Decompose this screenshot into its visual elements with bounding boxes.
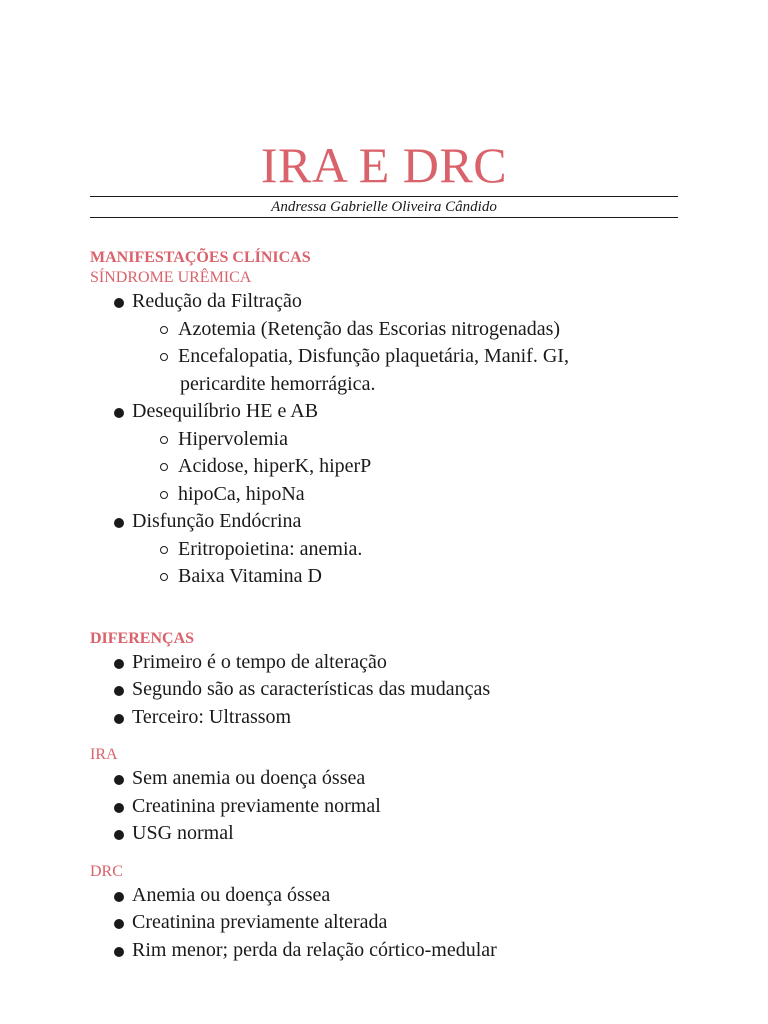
section-heading-manifestacoes: MANIFESTAÇÕES CLÍNICAS: [90, 249, 311, 266]
list-item: Creatinina previamente alterada: [114, 909, 690, 937]
list-item-label: Redução da Filtração: [132, 290, 302, 312]
spacer: [90, 591, 690, 629]
sublist-item: [160, 343, 690, 398]
sublist-item: Eritropoietina: anemia.: [160, 536, 690, 564]
list-item: USG normal: [114, 820, 690, 848]
list-item: Primeiro é o tempo de alteração: [114, 649, 690, 677]
sublist-item: hipoCa, hipoNa: [160, 481, 690, 509]
author-name: Andressa Gabrielle Oliveira Cândido: [271, 199, 497, 215]
section-subheading-sindrome: SÍNDROME URÊMICA: [90, 269, 252, 286]
list-item: Anemia ou doença óssea: [114, 882, 690, 910]
sublist-item-continuation: pericardite hemorrágica.: [180, 372, 376, 395]
list-item: Segundo são as características das mudanças: [114, 676, 690, 704]
sublist-item: Hipervolemia: [160, 426, 690, 454]
sublist-item: Acidose, hiperK, hiperP: [160, 453, 690, 481]
manifestacoes-list: [90, 288, 690, 591]
title-rule-top: [90, 196, 678, 197]
document-title: IRA E DRC: [260, 137, 508, 193]
section-heading-ira: IRA: [90, 746, 118, 763]
diferencas-list: [90, 649, 690, 732]
title-rule-bottom: [90, 217, 678, 218]
sublist-item: Azotemia (Retenção das Escorias nitrogenadas): [160, 316, 690, 344]
list-item: [114, 508, 690, 591]
list-item: Rim menor; perda da relação córtico-medular: [114, 937, 690, 965]
sublist: [132, 536, 690, 591]
list-item: Terceiro: Ultrassom: [114, 704, 690, 732]
sublist: [132, 316, 690, 399]
ira-list: [90, 765, 690, 848]
spacer: [90, 848, 690, 862]
document-body: [90, 248, 690, 964]
list-item: Creatinina previamente normal: [114, 793, 690, 821]
sublist-item: Baixa Vitamina D: [160, 563, 690, 591]
section-heading-diferencas: DIFERENÇAS: [90, 629, 195, 647]
sublist-item-text: Encefalopatia, Disfunção plaquetária, Manif. GI,: [178, 345, 569, 367]
list-item: [114, 288, 690, 398]
list-item: [114, 398, 690, 508]
drc-list: [90, 882, 690, 965]
list-item: Sem anemia ou doença óssea: [114, 765, 690, 793]
section-heading-drc: DRC: [90, 862, 123, 880]
sublist: [132, 426, 690, 509]
list-item-label: Desequilíbrio HE e AB: [132, 400, 319, 422]
spacer: [90, 731, 690, 745]
list-item-label: Disfunção Endócrina: [132, 510, 302, 532]
